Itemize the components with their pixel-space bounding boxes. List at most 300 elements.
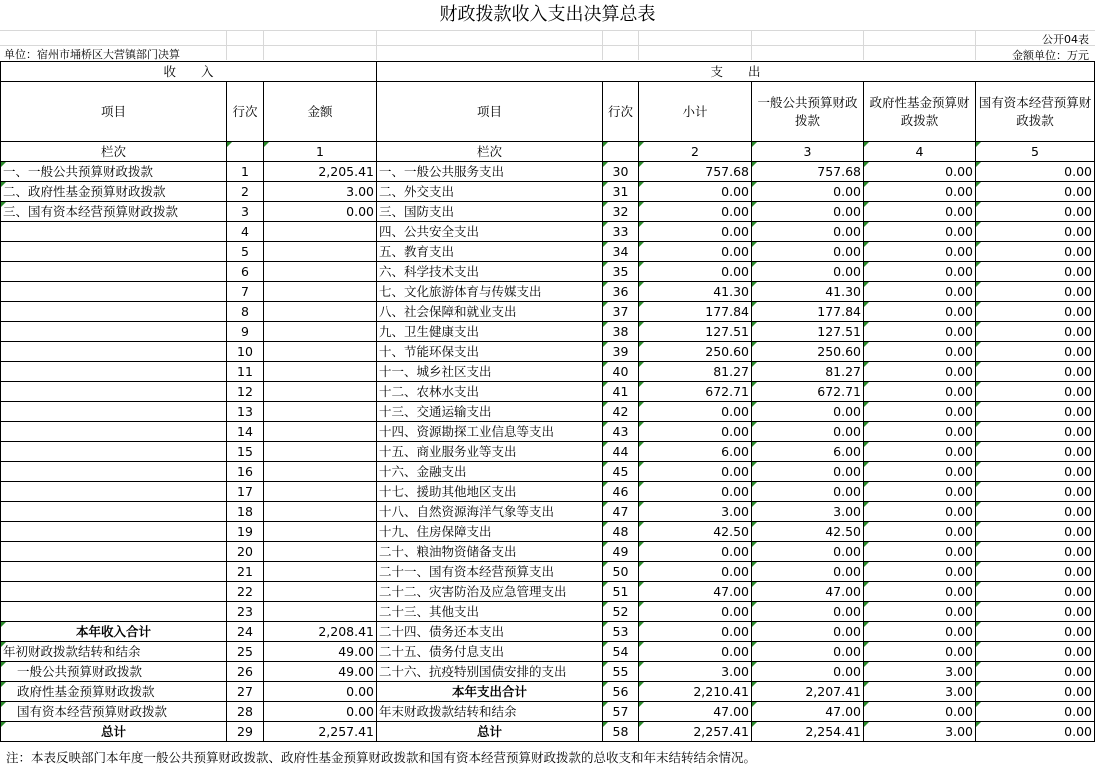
expense-item-cell: 十、节能环保支出 <box>377 342 603 362</box>
gridline <box>0 30 1095 31</box>
income-row-no-cell: 10 <box>227 342 264 362</box>
subtotal-cell: 127.51 <box>639 322 752 342</box>
table-row <box>1 362 1095 382</box>
column-number-5: 5 <box>976 142 1095 162</box>
expense-row-no-cell: 55 <box>603 662 639 682</box>
gridline <box>263 30 264 60</box>
general-budget-cell: 0.00 <box>752 662 864 682</box>
income-amount-cell <box>264 482 377 502</box>
expense-item-cell: 年末财政拨款结转和结余 <box>377 702 603 722</box>
income-item-cell <box>1 402 227 422</box>
state-capital-cell: 0.00 <box>976 182 1095 202</box>
income-item-cell <box>1 442 227 462</box>
table-row <box>1 582 1095 602</box>
income-amount-cell <box>264 542 377 562</box>
general-budget-header: 一般公共预算财政拨款 <box>752 82 864 142</box>
general-budget-cell: 42.50 <box>752 522 864 542</box>
income-amount-cell <box>264 442 377 462</box>
income-amount-cell <box>264 582 377 602</box>
table-row <box>1 182 1095 202</box>
state-capital-cell: 0.00 <box>976 482 1095 502</box>
subtotal-cell: 0.00 <box>639 642 752 662</box>
state-capital-cell: 0.00 <box>976 322 1095 342</box>
subtotal-cell: 0.00 <box>639 542 752 562</box>
expense-item-cell: 十五、商业服务业等支出 <box>377 442 603 462</box>
subtotal-cell: 6.00 <box>639 442 752 462</box>
general-budget-cell: 177.84 <box>752 302 864 322</box>
expense-row-no-cell: 47 <box>603 502 639 522</box>
general-budget-cell: 47.00 <box>752 582 864 602</box>
expense-item-cell: 一、一般公共服务支出 <box>377 162 603 182</box>
gov-fund-cell: 0.00 <box>864 242 976 262</box>
income-item-cell: 一、一般公共预算财政拨款 <box>1 162 227 182</box>
income-item-cell <box>1 322 227 342</box>
subtotal-header: 小计 <box>639 82 752 142</box>
state-capital-cell: 0.00 <box>976 202 1095 222</box>
income-amount-cell <box>264 402 377 422</box>
income-item-cell <box>1 602 227 622</box>
state-capital-cell: 0.00 <box>976 262 1095 282</box>
expense-row-no-cell: 44 <box>603 442 639 462</box>
income-amount-cell <box>264 422 377 442</box>
expense-item-header: 项目 <box>377 82 603 142</box>
income-item-cell: 二、政府性基金预算财政拨款 <box>1 182 227 202</box>
table-row <box>1 602 1095 622</box>
general-budget-cell: 0.00 <box>752 462 864 482</box>
subtotal-cell: 177.84 <box>639 302 752 322</box>
subtotal-cell: 0.00 <box>639 602 752 622</box>
subtotal-cell: 0.00 <box>639 402 752 422</box>
expense-row-no-cell: 48 <box>603 522 639 542</box>
subtotal-cell: 81.27 <box>639 362 752 382</box>
income-row-no-cell: 16 <box>227 462 264 482</box>
table-row <box>1 302 1095 322</box>
gov-fund-cell: 0.00 <box>864 322 976 342</box>
income-row-no-cell: 11 <box>227 362 264 382</box>
expense-item-cell: 十八、自然资源海洋气象等支出 <box>377 502 603 522</box>
general-budget-cell: 0.00 <box>752 622 864 642</box>
expense-item-cell: 十四、资源勘探工业信息等支出 <box>377 422 603 442</box>
table-row <box>1 322 1095 342</box>
income-item-header: 项目 <box>1 82 227 142</box>
expense-row-no-cell: 40 <box>603 362 639 382</box>
income-amount-cell <box>264 522 377 542</box>
income-row-no-cell: 13 <box>227 402 264 422</box>
gov-fund-cell: 0.00 <box>864 542 976 562</box>
gov-fund-cell: 3.00 <box>864 722 976 742</box>
subtotal-cell: 0.00 <box>639 462 752 482</box>
expense-row-no-header: 行次 <box>603 82 639 142</box>
income-item-cell <box>1 382 227 402</box>
table-row <box>1 382 1095 402</box>
table-row <box>1 202 1095 222</box>
subtotal-cell: 3.00 <box>639 502 752 522</box>
income-column-no-blank <box>227 142 264 162</box>
subtotal-cell: 0.00 <box>639 182 752 202</box>
income-amount-cell: 0.00 <box>264 702 377 722</box>
state-capital-cell: 0.00 <box>976 422 1095 442</box>
income-row-no-cell: 26 <box>227 662 264 682</box>
income-item-cell <box>1 262 227 282</box>
state-capital-cell: 0.00 <box>976 642 1095 662</box>
table-row <box>1 462 1095 482</box>
subtotal-cell: 0.00 <box>639 202 752 222</box>
state-capital-header: 国有资本经营预算财政拨款 <box>976 82 1095 142</box>
expense-item-cell: 二十五、债务付息支出 <box>377 642 603 662</box>
income-item-cell: 总计 <box>1 722 227 742</box>
income-item-cell <box>1 242 227 262</box>
income-row-no-cell: 3 <box>227 202 264 222</box>
general-budget-cell: 6.00 <box>752 442 864 462</box>
expense-item-cell: 二十四、债务还本支出 <box>377 622 603 642</box>
expense-row-no-cell: 56 <box>603 682 639 702</box>
general-budget-cell: 2,207.41 <box>752 682 864 702</box>
subtotal-cell: 0.00 <box>639 222 752 242</box>
table-row <box>1 342 1095 362</box>
table-row <box>1 402 1095 422</box>
gov-fund-cell: 0.00 <box>864 362 976 382</box>
gov-fund-cell: 0.00 <box>864 162 976 182</box>
income-item-cell <box>1 582 227 602</box>
expense-item-cell: 二十一、国有资本经营预算支出 <box>377 562 603 582</box>
expense-item-cell: 十二、农林水支出 <box>377 382 603 402</box>
gov-fund-cell: 0.00 <box>864 442 976 462</box>
state-capital-cell: 0.00 <box>976 662 1095 682</box>
table-row <box>1 522 1095 542</box>
gridline <box>863 30 864 60</box>
gov-fund-cell: 0.00 <box>864 282 976 302</box>
subtotal-cell: 0.00 <box>639 242 752 262</box>
table-row <box>1 242 1095 262</box>
income-item-cell <box>1 562 227 582</box>
gov-fund-cell: 0.00 <box>864 522 976 542</box>
report-title: 财政拨款收入支出决算总表 <box>439 4 656 25</box>
table-row <box>1 702 1095 722</box>
income-amount-cell: 2,257.41 <box>264 722 377 742</box>
general-budget-cell: 81.27 <box>752 362 864 382</box>
income-item-cell: 国有资本经营预算财政拨款 <box>1 702 227 722</box>
expense-row-no-cell: 37 <box>603 302 639 322</box>
expense-row-no-cell: 30 <box>603 162 639 182</box>
expense-row-no-cell: 34 <box>603 242 639 262</box>
gov-fund-cell: 0.00 <box>864 422 976 442</box>
income-item-cell <box>1 362 227 382</box>
income-row-no-cell: 20 <box>227 542 264 562</box>
state-capital-cell: 0.00 <box>976 162 1095 182</box>
income-amount-cell <box>264 602 377 622</box>
income-row-no-cell: 23 <box>227 602 264 622</box>
table-row <box>1 722 1095 742</box>
income-row-no-cell: 22 <box>227 582 264 602</box>
income-item-cell: 政府性基金预算财政拨款 <box>1 682 227 702</box>
subtotal-cell: 250.60 <box>639 342 752 362</box>
expense-row-no-cell: 42 <box>603 402 639 422</box>
general-budget-cell: 0.00 <box>752 482 864 502</box>
expense-item-cell: 十九、住房保障支出 <box>377 522 603 542</box>
state-capital-cell: 0.00 <box>976 522 1095 542</box>
state-capital-cell: 0.00 <box>976 442 1095 462</box>
general-budget-cell: 0.00 <box>752 182 864 202</box>
table-row <box>1 542 1095 562</box>
general-budget-cell: 41.30 <box>752 282 864 302</box>
expense-row-no-cell: 57 <box>603 702 639 722</box>
income-amount-cell <box>264 302 377 322</box>
expense-item-cell: 十三、交通运输支出 <box>377 402 603 422</box>
table-row <box>1 562 1095 582</box>
expense-item-cell: 二、外交支出 <box>377 182 603 202</box>
table-row <box>1 262 1095 282</box>
gridline <box>638 30 639 60</box>
expense-item-cell: 二十二、灾害防治及应急管理支出 <box>377 582 603 602</box>
expense-row-no-cell: 38 <box>603 322 639 342</box>
expense-item-cell: 二十、粮油物资储备支出 <box>377 542 603 562</box>
income-item-cell <box>1 502 227 522</box>
expense-item-cell: 四、公共安全支出 <box>377 222 603 242</box>
income-row-no-cell: 25 <box>227 642 264 662</box>
gridline <box>602 30 603 60</box>
state-capital-cell: 0.00 <box>976 382 1095 402</box>
expense-row-no-cell: 46 <box>603 482 639 502</box>
table-row <box>1 282 1095 302</box>
general-budget-cell: 672.71 <box>752 382 864 402</box>
gridline <box>975 30 976 60</box>
expense-row-no-cell: 41 <box>603 382 639 402</box>
gov-fund-cell: 0.00 <box>864 262 976 282</box>
expense-row-no-cell: 45 <box>603 462 639 482</box>
income-amount-cell: 2,208.41 <box>264 622 377 642</box>
income-header: 收 入 <box>1 62 377 82</box>
subtotal-cell: 42.50 <box>639 522 752 542</box>
gov-fund-cell: 0.00 <box>864 202 976 222</box>
expense-row-no-cell: 53 <box>603 622 639 642</box>
table-row <box>1 662 1095 682</box>
general-budget-cell: 250.60 <box>752 342 864 362</box>
income-amount-cell <box>264 322 377 342</box>
state-capital-cell: 0.00 <box>976 682 1095 702</box>
income-item-cell <box>1 462 227 482</box>
state-capital-cell: 0.00 <box>976 362 1095 382</box>
expense-item-cell: 五、教育支出 <box>377 242 603 262</box>
table-row <box>1 442 1095 462</box>
income-amount-cell: 49.00 <box>264 662 377 682</box>
unit-label: 单位：宿州市埇桥区大营镇部门决算 <box>4 48 180 61</box>
table-row <box>1 682 1095 702</box>
income-row-no-cell: 15 <box>227 442 264 462</box>
income-row-no-cell: 1 <box>227 162 264 182</box>
subtotal-cell: 0.00 <box>639 262 752 282</box>
state-capital-cell: 0.00 <box>976 222 1095 242</box>
income-amount-cell <box>264 502 377 522</box>
expense-item-cell: 二十六、抗疫特别国债安排的支出 <box>377 662 603 682</box>
income-row-no-cell: 27 <box>227 682 264 702</box>
table-row <box>1 642 1095 662</box>
income-amount-cell <box>264 222 377 242</box>
income-item-cell: 一般公共预算财政拨款 <box>1 662 227 682</box>
expense-item-cell: 八、社会保障和就业支出 <box>377 302 603 322</box>
state-capital-cell: 0.00 <box>976 562 1095 582</box>
expense-item-cell: 七、文化旅游体育与传媒支出 <box>377 282 603 302</box>
income-item-cell: 年初财政拨款结转和结余 <box>1 642 227 662</box>
income-item-cell <box>1 222 227 242</box>
expense-item-cell: 二十三、其他支出 <box>377 602 603 622</box>
state-capital-cell: 0.00 <box>976 302 1095 322</box>
general-budget-cell: 127.51 <box>752 322 864 342</box>
subtotal-cell: 2,257.41 <box>639 722 752 742</box>
expense-row-no-cell: 33 <box>603 222 639 242</box>
income-amount-cell: 49.00 <box>264 642 377 662</box>
budget-table <box>0 61 1095 742</box>
expense-item-cell: 九、卫生健康支出 <box>377 322 603 342</box>
subtotal-cell: 47.00 <box>639 582 752 602</box>
income-row-no-cell: 7 <box>227 282 264 302</box>
gov-fund-cell: 0.00 <box>864 562 976 582</box>
subtotal-cell: 0.00 <box>639 482 752 502</box>
general-budget-cell: 0.00 <box>752 262 864 282</box>
income-row-no-cell: 21 <box>227 562 264 582</box>
gridline <box>376 30 377 60</box>
expense-row-no-cell: 58 <box>603 722 639 742</box>
column-number-2: 2 <box>639 142 752 162</box>
subtotal-cell: 3.00 <box>639 662 752 682</box>
state-capital-cell: 0.00 <box>976 282 1095 302</box>
table-row <box>1 502 1095 522</box>
gridline <box>226 30 227 60</box>
column-number-4: 4 <box>864 142 976 162</box>
gov-fund-cell: 0.00 <box>864 222 976 242</box>
expense-column-no-blank <box>603 142 639 162</box>
income-row-no-cell: 4 <box>227 222 264 242</box>
general-budget-cell: 0.00 <box>752 422 864 442</box>
income-amount-cell <box>264 362 377 382</box>
expense-row-no-cell: 50 <box>603 562 639 582</box>
income-amount-header: 金额 <box>264 82 377 142</box>
subtotal-cell: 47.00 <box>639 702 752 722</box>
income-item-cell: 本年收入合计 <box>1 622 227 642</box>
general-budget-cell: 0.00 <box>752 642 864 662</box>
gridline <box>751 30 752 60</box>
general-budget-cell: 2,254.41 <box>752 722 864 742</box>
general-budget-cell: 0.00 <box>752 542 864 562</box>
gov-fund-cell: 0.00 <box>864 182 976 202</box>
expense-item-cell: 十六、金融支出 <box>377 462 603 482</box>
expense-item-cell: 本年支出合计 <box>377 682 603 702</box>
table-row <box>1 482 1095 502</box>
gov-fund-cell: 0.00 <box>864 462 976 482</box>
income-amount-cell: 0.00 <box>264 682 377 702</box>
income-row-no-cell: 24 <box>227 622 264 642</box>
state-capital-cell: 0.00 <box>976 582 1095 602</box>
income-amount-cell: 3.00 <box>264 182 377 202</box>
gov-fund-cell: 0.00 <box>864 602 976 622</box>
column-number-3: 3 <box>752 142 864 162</box>
income-row-no-cell: 19 <box>227 522 264 542</box>
expense-item-cell: 三、国防支出 <box>377 202 603 222</box>
expense-item-cell: 六、科学技术支出 <box>377 262 603 282</box>
state-capital-cell: 0.00 <box>976 462 1095 482</box>
income-amount-cell <box>264 262 377 282</box>
expense-row-no-cell: 51 <box>603 582 639 602</box>
income-amount-cell: 2,205.41 <box>264 162 377 182</box>
subtotal-cell: 0.00 <box>639 622 752 642</box>
income-item-cell <box>1 482 227 502</box>
state-capital-cell: 0.00 <box>976 602 1095 622</box>
income-column-label: 栏次 <box>1 142 227 162</box>
income-row-no-cell: 12 <box>227 382 264 402</box>
gov-fund-cell: 0.00 <box>864 482 976 502</box>
state-capital-cell: 0.00 <box>976 342 1095 362</box>
state-capital-cell: 0.00 <box>976 702 1095 722</box>
subtotal-cell: 2,210.41 <box>639 682 752 702</box>
expense-row-no-cell: 35 <box>603 262 639 282</box>
income-row-no-cell: 28 <box>227 702 264 722</box>
income-item-cell <box>1 302 227 322</box>
expense-row-no-cell: 49 <box>603 542 639 562</box>
subtotal-cell: 672.71 <box>639 382 752 402</box>
table-row <box>1 622 1095 642</box>
general-budget-cell: 757.68 <box>752 162 864 182</box>
amount-unit: 金额单位：万元 <box>1012 49 1089 62</box>
footnote: 注：本表反映部门本年度一般公共预算财政拨款、政府性基金预算财政拨款和国有资本经营预算财政拨款的总收支和年末结转结余情况。 <box>6 750 757 765</box>
expense-row-no-cell: 32 <box>603 202 639 222</box>
income-amount-cell <box>264 242 377 262</box>
income-amount-cell <box>264 462 377 482</box>
expense-item-cell: 十一、城乡社区支出 <box>377 362 603 382</box>
general-budget-cell: 47.00 <box>752 702 864 722</box>
income-item-cell <box>1 342 227 362</box>
general-budget-cell: 0.00 <box>752 242 864 262</box>
general-budget-cell: 3.00 <box>752 502 864 522</box>
gov-fund-cell: 0.00 <box>864 702 976 722</box>
gov-fund-cell: 3.00 <box>864 662 976 682</box>
table-row <box>1 162 1095 182</box>
income-row-no-cell: 17 <box>227 482 264 502</box>
gov-fund-cell: 0.00 <box>864 382 976 402</box>
income-amount-cell <box>264 382 377 402</box>
gov-fund-cell: 0.00 <box>864 642 976 662</box>
expense-row-no-cell: 54 <box>603 642 639 662</box>
income-row-no-cell: 29 <box>227 722 264 742</box>
income-amount-cell <box>264 342 377 362</box>
income-row-no-cell: 14 <box>227 422 264 442</box>
state-capital-cell: 0.00 <box>976 502 1095 522</box>
general-budget-cell: 0.00 <box>752 562 864 582</box>
income-item-cell <box>1 422 227 442</box>
income-row-no-cell: 5 <box>227 242 264 262</box>
income-row-no-cell: 6 <box>227 262 264 282</box>
income-amount-cell: 0.00 <box>264 202 377 222</box>
state-capital-cell: 0.00 <box>976 722 1095 742</box>
income-amount-cell <box>264 282 377 302</box>
expense-header: 支 出 <box>377 62 1095 82</box>
income-item-cell <box>1 282 227 302</box>
expense-item-cell: 总计 <box>377 722 603 742</box>
gov-fund-header: 政府性基金预算财政拨款 <box>864 82 976 142</box>
gov-fund-cell: 0.00 <box>864 502 976 522</box>
state-capital-cell: 0.00 <box>976 542 1095 562</box>
expense-row-no-cell: 31 <box>603 182 639 202</box>
general-budget-cell: 0.00 <box>752 602 864 622</box>
expense-row-no-cell: 52 <box>603 602 639 622</box>
form-code: 公开04表 <box>1042 33 1089 46</box>
expense-row-no-cell: 39 <box>603 342 639 362</box>
income-row-no-cell: 9 <box>227 322 264 342</box>
subtotal-cell: 0.00 <box>639 562 752 582</box>
income-amount-cell <box>264 562 377 582</box>
income-row-no-cell: 2 <box>227 182 264 202</box>
income-row-no-cell: 8 <box>227 302 264 322</box>
general-budget-cell: 0.00 <box>752 402 864 422</box>
table-row <box>1 422 1095 442</box>
